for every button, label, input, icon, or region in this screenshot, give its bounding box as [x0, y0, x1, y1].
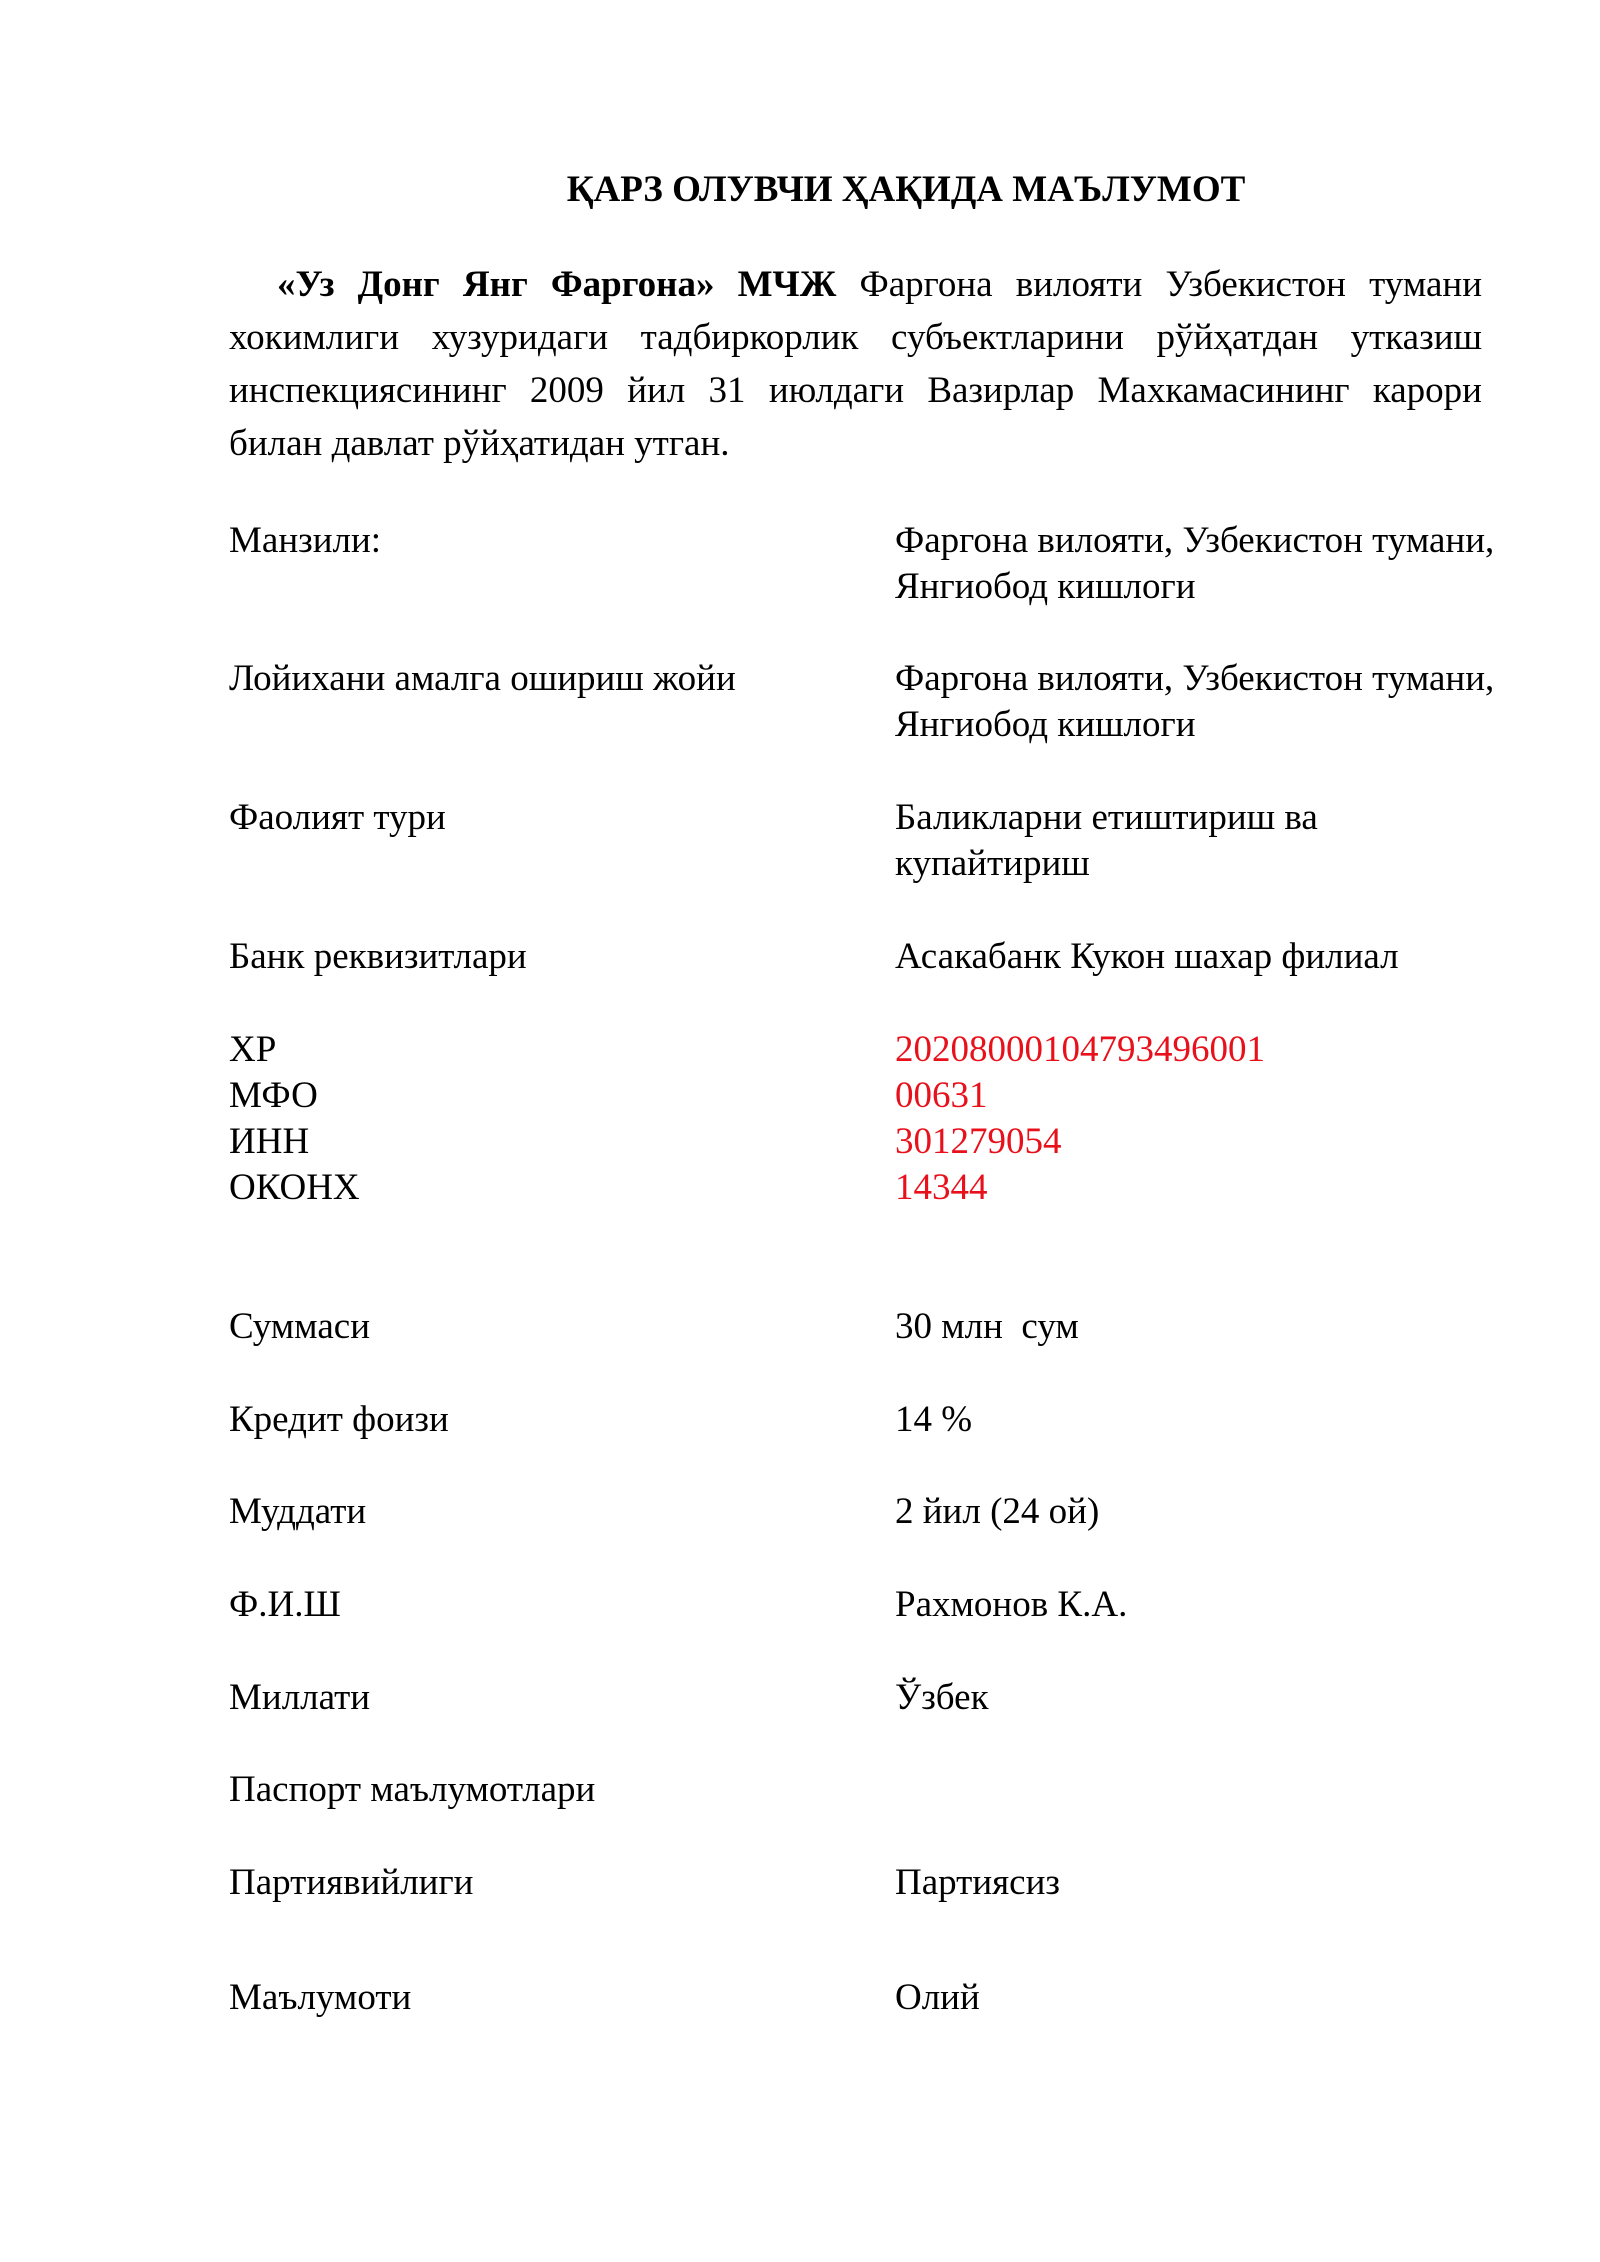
loan-value: 30 млн сум — [895, 1306, 1079, 1347]
bank-label: ОКОНХ — [229, 1167, 360, 1208]
loan-value: Партиясиз — [895, 1862, 1060, 1903]
field-label: Лойихани амалга ошириш жойи — [229, 658, 736, 699]
page-title: ҚАРЗ ОЛУВЧИ ҲАҚИДА МАЪЛУМОТ — [566, 169, 1246, 210]
bank-label: МФО — [229, 1075, 318, 1116]
loan-label: Партиявийлиги — [229, 1862, 474, 1903]
loan-label: Муддати — [229, 1491, 367, 1532]
field-value: Баликларни етиштириш ва купайтириш — [895, 797, 1318, 884]
loan-label: Паспорт маълумотлари — [229, 1769, 596, 1810]
loan-label: Миллати — [229, 1677, 371, 1718]
bank-label: ИНН — [229, 1121, 310, 1162]
field-value: Фаргона вилояти, Узбекистон тумани, Янгиобод кишлоги — [895, 658, 1495, 745]
intro-paragraph — [229, 258, 1482, 470]
loan-label: Ф.И.Ш — [229, 1584, 341, 1625]
company-name: «Уз Донг Янг Фаргона» МЧЖ — [277, 264, 837, 305]
loan-value: 14 % — [895, 1399, 973, 1440]
loan-label: Маълумоти — [229, 1977, 412, 2018]
bank-value: 14344 — [895, 1167, 988, 1208]
loan-label: Суммаси — [229, 1306, 370, 1347]
loan-label: Кредит фоизи — [229, 1399, 449, 1440]
field-label: Фаолият тури — [229, 797, 446, 838]
loan-value: Олий — [895, 1977, 980, 2018]
loan-value: Ўзбек — [895, 1677, 989, 1718]
bank-value: 301279054 — [895, 1121, 1062, 1162]
loan-value: Рахмонов К.А. — [895, 1584, 1128, 1625]
field-value: Фаргона вилояти, Узбекистон тумани, Янгиобод кишлоги — [895, 520, 1495, 607]
field-label: Банк реквизитлари — [229, 936, 527, 977]
bank-label: ХР — [229, 1029, 277, 1070]
bank-value: 00631 — [895, 1075, 988, 1116]
bank-value: 20208000104793496001 — [895, 1029, 1265, 1070]
loan-value: 2 йил (24 ой) — [895, 1491, 1100, 1532]
field-label: Манзили: — [229, 520, 382, 561]
field-value: Асакабанк Кукон шахар филиал — [895, 936, 1399, 977]
intro-text: Фаргона вилояти Узбекистон тумани хокимлиги хузуридаги тадбиркорлик субъектларини рўйҳатдан утказиш инспекциясининг 2009 йил 31 июлдаги Вазирлар Махкамасининг карори билан давлат рўйҳатидан утган. — [229, 264, 1482, 464]
